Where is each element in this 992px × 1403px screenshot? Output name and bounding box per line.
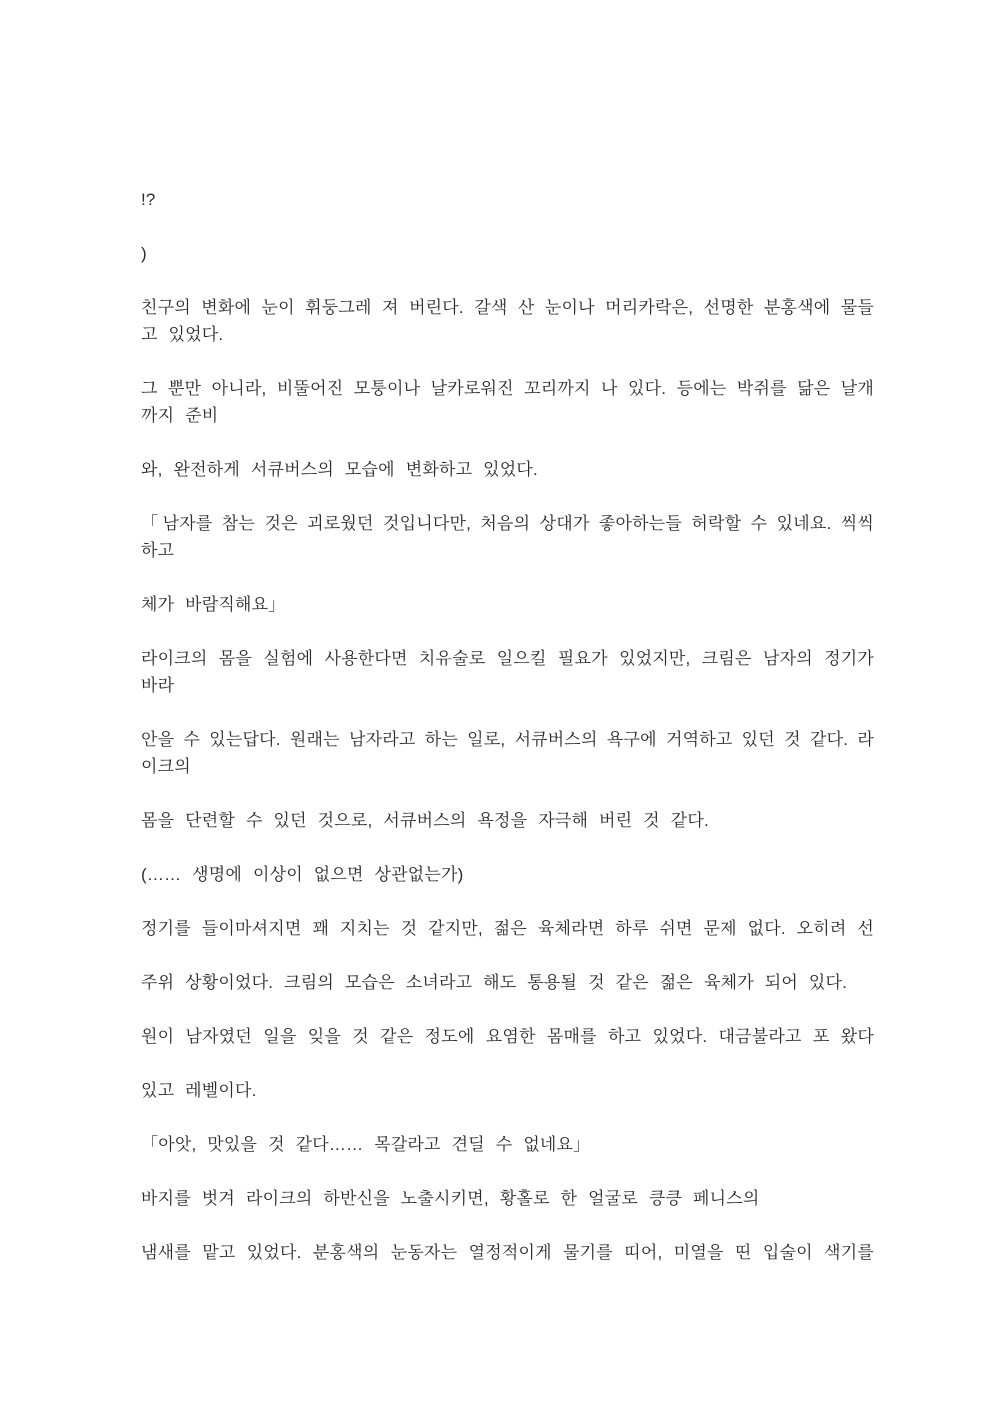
text-line: 고 있었다. bbox=[141, 325, 224, 344]
text-line: ) bbox=[141, 244, 147, 263]
text-content bbox=[141, 186, 874, 1266]
text-line: 까지 준비 bbox=[141, 406, 219, 425]
text-line: 냄새를 맡고 있었다. 분홍색의 눈동자는 열정적이게 물기를 띠어, 미열을 띤 입술이 색기를 bbox=[141, 1243, 874, 1262]
text-line: 정기를 들이마셔지면 꽤 지치는 것 같지만, 젊은 육체라면 하루 쉬면 문제 없다. 오히려 선 bbox=[141, 919, 874, 938]
text-line: 이크의 bbox=[141, 757, 191, 776]
text-line: 그 뿐만 아니라, 비뚤어진 모퉁이나 날카로워진 꼬리까지 나 있다. 등에는 박쥐를 닮은 날개 bbox=[141, 379, 874, 398]
text-line: (…… 생명에 이상이 없으면 상관없는가) bbox=[141, 865, 464, 884]
text-line: 친구의 변화에 눈이 휘둥그레 져 버린다. 갈색 산 눈이나 머리카락은, 선명한 분홍색에 물들 bbox=[141, 298, 874, 317]
text-line: 바지를 벗겨 라이크의 하반신을 노출시키면, 황홀로 한 얼굴로 킁킁 페니스의 bbox=[141, 1189, 760, 1208]
text-line: 라이크의 몸을 실험에 사용한다면 치유술로 일으킬 필요가 있었지만, 크림은 남자의 정기가 bbox=[141, 649, 874, 668]
text-line: 바라 bbox=[141, 676, 175, 695]
text-line: 원이 남자였던 일을 잊을 것 같은 정도에 요염한 몸매를 하고 있었다. 대금불라고 포 왔다 bbox=[141, 1027, 874, 1046]
text-line: !? bbox=[141, 190, 156, 209]
text-line: 「아앗, 맛있을 것 같다…… 목갈라고 견딜 수 없네요」 bbox=[141, 1135, 591, 1154]
text-line: 주위 상황이었다. 크림의 모습은 소녀라고 해도 통용될 것 같은 젊은 육체가 되어 있다. bbox=[141, 973, 848, 992]
text-line: 있고 레벨이다. bbox=[141, 1081, 257, 1100]
text-line: 와, 완전하게 서큐버스의 모습에 변화하고 있었다. bbox=[141, 460, 538, 479]
text-line: 몸을 단련할 수 있던 것으로, 서큐버스의 욕정을 자극해 버린 것 같다. bbox=[141, 811, 709, 830]
text-line: 하고 bbox=[141, 541, 175, 560]
text-line: 안을 수 있는답다. 원래는 남자라고 하는 일로, 서큐버스의 욕구에 거역하고 있던 것 같다. 라 bbox=[141, 730, 874, 749]
text-line: 체가 바람직해요」 bbox=[141, 595, 286, 614]
text-line: 「남자를 참는 것은 괴로웠던 것입니다만, 처음의 상대가 좋아하는들 허락할 수 있네요. 씩씩 bbox=[141, 514, 874, 533]
